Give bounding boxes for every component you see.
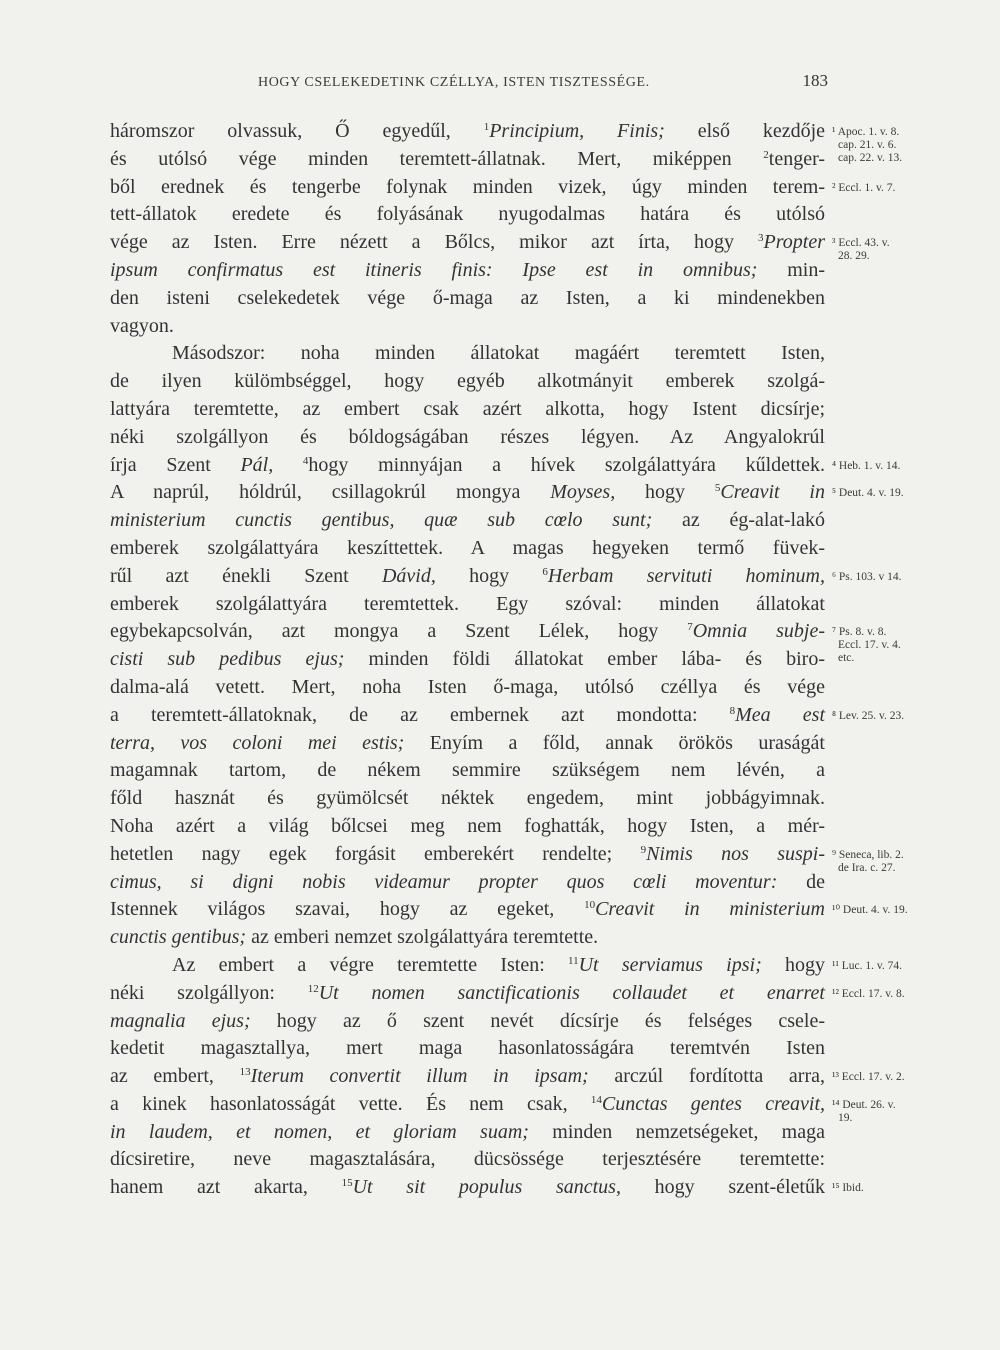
text-line: [110, 841, 825, 869]
text-run: kedetit magasztallya, mert maga hasonlatosságára teremtvén Isten: [110, 1037, 825, 1060]
text-run: vagyon.: [110, 314, 174, 337]
text-run: hanem azt akarta,: [110, 1176, 342, 1199]
text-line: [110, 229, 825, 257]
text-line: [110, 1146, 825, 1174]
latin-quote: Pál,: [240, 453, 274, 476]
margin-note-text: ¹³ Eccl. 17. v. 2.: [832, 1071, 905, 1084]
text-run: dalma-alá vetett. Mert, noha Isten ő-maga, utólsó czéllya és vége: [110, 675, 825, 698]
footnote-marker: 5: [714, 482, 721, 495]
text-line: [110, 479, 825, 507]
text-run: de ilyen külömbséggel, hogy egyéb alkotmányit emberek szolgá-: [110, 370, 825, 393]
text-run: lattyára teremtette, az embert csak azért alkotta, hogy Istent dicsírje;: [110, 397, 825, 420]
margin-note: [832, 237, 982, 263]
text-line: [110, 702, 825, 730]
text-run: Az embert a végre teremtette Isten:: [172, 953, 568, 976]
margin-note-text: ⁶ Ps. 103. v 14.: [832, 570, 902, 583]
text-run: tenger-: [768, 147, 825, 170]
latin-quote: Principium, Finis;: [489, 120, 665, 142]
latin-quote: Propter: [763, 231, 825, 254]
margin-note-text: ⁷ Ps. 8. v. 8.: [832, 626, 887, 639]
text-run: Másodszor: noha minden állatokat magáért teremtett Isten,: [172, 342, 825, 365]
margin-note: [832, 960, 982, 973]
text-line: [110, 1174, 825, 1202]
margin-note-text: etc.: [838, 652, 855, 665]
margin-note: [832, 849, 982, 875]
text-run: háromszor olvassuk, Ő egyedűl,: [110, 120, 484, 142]
text-run: egybekapcsolván, azt mongya a Szent Lélek, hogy: [110, 620, 688, 643]
text-line: [110, 757, 825, 785]
text-line: [110, 368, 825, 396]
margin-note: [832, 710, 982, 723]
margin-note: [832, 1099, 982, 1125]
text-run: az emberi nemzet szolgálattyára teremtette.: [246, 926, 599, 949]
text-line: [110, 201, 825, 229]
latin-quote: Omnia subje-: [692, 620, 825, 643]
text-run: A naprúl, hóldrúl, csillagokrúl mongya: [110, 481, 551, 504]
margin-note-text: ¹⁵ Ibid.: [832, 1182, 864, 1195]
running-head: [110, 71, 832, 97]
text-line: [110, 535, 825, 563]
margin-note-text: ⁵ Deut. 4. v. 19.: [832, 487, 904, 500]
margin-note: [832, 626, 982, 665]
footnote-marker: 14: [590, 1093, 602, 1106]
margin-note: [832, 182, 982, 195]
margin-note: [832, 1071, 982, 1084]
footnote-marker: 2: [763, 148, 769, 161]
text-line: [110, 646, 825, 674]
text-run: dícsiretire, neve magasztalására, dücsössége terjesztésére teremtette:: [110, 1148, 825, 1171]
text-run: hogy: [435, 564, 543, 587]
text-line: [110, 730, 825, 758]
text-run: arczúl fordította arra,: [588, 1065, 825, 1088]
footnote-marker: 4: [302, 454, 309, 467]
text-line: [110, 869, 825, 897]
latin-quote: Iterum convertit illum in ipsam;: [250, 1065, 589, 1088]
text-run: hetetlen nagy egek forgásit emberekért rendelte;: [110, 842, 641, 865]
running-title: HOGY CSELEKEDETINK CZÉLLYA, ISTEN TISZTESSÉGE.: [258, 75, 650, 90]
text-run: minden nemzetségeket, maga: [528, 1120, 825, 1143]
text-run: írja Szent: [110, 453, 241, 476]
margin-note: [832, 1182, 982, 1195]
text-line: [110, 591, 825, 619]
footnote-marker: 11: [568, 954, 579, 967]
footnote-marker: 3: [758, 232, 764, 245]
text-line: [110, 452, 825, 480]
footnote-marker: 8: [729, 704, 736, 717]
text-run: [273, 454, 303, 476]
margin-note-text: ¹⁰ Deut. 4. v. 19.: [832, 904, 908, 917]
text-line: [110, 813, 825, 841]
page-number: 183: [802, 71, 828, 90]
text-line: [110, 118, 825, 146]
text-line: [110, 896, 825, 924]
text-line: [110, 1119, 825, 1147]
footnote-marker: 1: [483, 121, 490, 133]
margin-note: [832, 904, 982, 917]
text-run: néki szolgállyon és bóldogságában részes légyen. Az Angyalokrúl: [110, 425, 825, 448]
latin-quote: Ut nomen sanctificationis collaudet et enarret: [318, 981, 825, 1004]
text-run: hogy szent-életűk: [620, 1176, 825, 1199]
footnote-marker: 12: [307, 982, 319, 995]
text-line: [110, 174, 825, 202]
footnote-marker: 6: [542, 565, 548, 578]
text-run: hogy az ő szent nevét dícsírje és felséges csele-: [250, 1009, 826, 1032]
margin-note: [832, 460, 982, 473]
latin-quote: Ut sit populus sanctus,: [352, 1176, 621, 1199]
margin-note: [832, 571, 982, 584]
latin-quote: cunctis gentibus;: [110, 926, 247, 949]
latin-quote: cimus, si digni nobis videamur propter quos cœli moventur:: [110, 870, 778, 893]
margin-note-text: ¹² Eccl. 17. v. 8.: [832, 987, 905, 1000]
text-line: [110, 674, 825, 702]
text-run: és utólsó vége minden teremtett-állatnak. Mert, miképpen: [110, 147, 764, 170]
text-run: az embert,: [110, 1065, 240, 1088]
latin-quote: Creavit in: [720, 481, 825, 504]
text-run: ből erednek és tengerbe folynak minden vizek, úgy minden terem-: [110, 175, 825, 198]
latin-quote: Mea est: [735, 703, 825, 726]
text-line: [110, 285, 825, 313]
latin-quote: cisti sub pedibus ejus;: [110, 648, 345, 671]
text-line: [110, 980, 825, 1008]
margin-note: [832, 126, 982, 165]
text-run: hogy: [615, 481, 715, 504]
text-run: min-: [757, 258, 825, 281]
margin-note: [832, 487, 982, 500]
margin-note-text: ¹⁴ Deut. 26. v.: [832, 1099, 896, 1111]
margin-note-text: 28. 29.: [838, 250, 870, 263]
text-run: vége az Isten. Erre nézett a Bőlcs, mikor azt írta, hogy: [110, 231, 759, 254]
text-run: tett-állatok eredete és folyásának nyugodalmas határa és utólsó: [110, 203, 825, 226]
text-line: [110, 257, 825, 285]
text-line: [110, 1008, 825, 1036]
text-run: emberek szolgálattyára teremtettek. Egy szóval: minden állatokat: [110, 592, 825, 615]
text-line: [110, 1063, 825, 1091]
margin-note-text: cap. 22. v. 13.: [838, 152, 903, 164]
margin-note-text: ¹¹ Luc. 1. v. 74.: [832, 960, 903, 972]
text-line: [110, 146, 825, 174]
latin-quote: in laudem, et nomen, et gloriam suam;: [110, 1120, 529, 1143]
latin-quote: Dávid,: [381, 564, 436, 587]
latin-quote: magnalia ejus;: [110, 1009, 251, 1032]
footnote-marker: 7: [687, 621, 693, 634]
text-line: [110, 952, 825, 980]
latin-quote: Nimis nos suspi-: [646, 842, 825, 865]
latin-quote: Creavit in ministerium: [595, 898, 825, 921]
text-line: [110, 1091, 825, 1119]
text-line: [110, 507, 825, 535]
margin-note-text: de Ira. c. 27.: [838, 861, 896, 874]
latin-quote: Moyses,: [550, 481, 616, 504]
footnote-marker: 10: [584, 899, 596, 912]
latin-quote: ministerium cunctis gentibus, quæ sub cœlo sunt;: [110, 509, 653, 532]
text-line: [110, 563, 825, 591]
latin-quote: Cunctas gentes creavit,: [601, 1092, 825, 1115]
text-line: [110, 1035, 825, 1063]
margin-note: [832, 988, 982, 1001]
latin-quote: Ut serviamus ipsi;: [578, 953, 762, 976]
text-run: első kezdője: [664, 120, 826, 142]
text-run: minden földi állatokat ember lába- és biro-: [344, 648, 825, 671]
latin-quote: ipsum confirmatus est itineris finis: Ipse est in omnibus;: [110, 258, 758, 281]
text-run: rűl azt énekli Szent: [110, 564, 382, 587]
text-run: emberek szolgálattyára keszíttettek. A magas hegyeken termő füvek-: [110, 536, 825, 559]
text-line: [110, 618, 825, 646]
text-run: de: [777, 870, 825, 893]
body-text: [110, 118, 825, 1202]
text-run: magamnak tartom, de nékem semmire szükségem nem lévén, a: [110, 759, 825, 782]
text-run: a teremtett-állatoknak, de az embernek azt mondotta:: [110, 703, 730, 726]
text-run: Istennek világos szavai, hogy az egeket,: [110, 898, 585, 921]
footnote-marker: 13: [239, 1066, 251, 1079]
margin-note-text: ⁴ Heb. 1. v. 14.: [832, 459, 901, 472]
text-run: a kinek hasonlatosságát vette. És nem csak,: [110, 1092, 591, 1115]
text-run: az ég-alat-lakó: [652, 509, 825, 532]
margin-note-text: ⁹ Seneca, lib. 2.: [832, 848, 904, 861]
text-line: [110, 785, 825, 813]
margin-note-text: cap. 21. v. 6.: [838, 139, 897, 151]
margin-note-text: ³ Eccl. 43. v.: [832, 237, 890, 250]
margin-note-text: ⁸ Lev. 25. v. 23.: [832, 709, 905, 722]
text-line: [110, 313, 825, 341]
text-run: hogy: [761, 953, 825, 976]
text-run: néki szolgállyon:: [110, 981, 308, 1004]
text-run: Enyím a főld, annak örökös uraságát: [404, 731, 825, 754]
text-run: főld hasznát és gyümölcsét néktek engedem, mint jobbágyimnak.: [110, 787, 825, 810]
latin-quote: terra, vos coloni mei estis;: [110, 731, 405, 754]
text-line: [110, 396, 825, 424]
margin-note-text: ¹ Apoc. 1. v. 8.: [832, 126, 900, 138]
footnote-marker: 15: [341, 1177, 353, 1190]
text-run: hogy minnyájan a hívek szolgálattyára kűldettek.: [308, 453, 825, 476]
margin-note-text: ² Eccl. 1. v. 7.: [832, 181, 896, 194]
text-line: [110, 424, 825, 452]
text-run: den isteni cselekedetek vége ő-maga az Isten, a ki mindenekben: [110, 286, 825, 309]
text-run: Noha azért a világ bőlcsei meg nem foghatták, hogy Isten, a mér-: [110, 814, 825, 837]
text-line: [110, 340, 825, 368]
footnote-marker: 9: [640, 843, 647, 856]
text-line: [110, 924, 825, 952]
margin-note-text: 19.: [838, 1112, 853, 1124]
margin-note-text: Eccl. 17. v. 4.: [838, 639, 901, 652]
latin-quote: Herbam servituti hominum,: [547, 564, 826, 587]
